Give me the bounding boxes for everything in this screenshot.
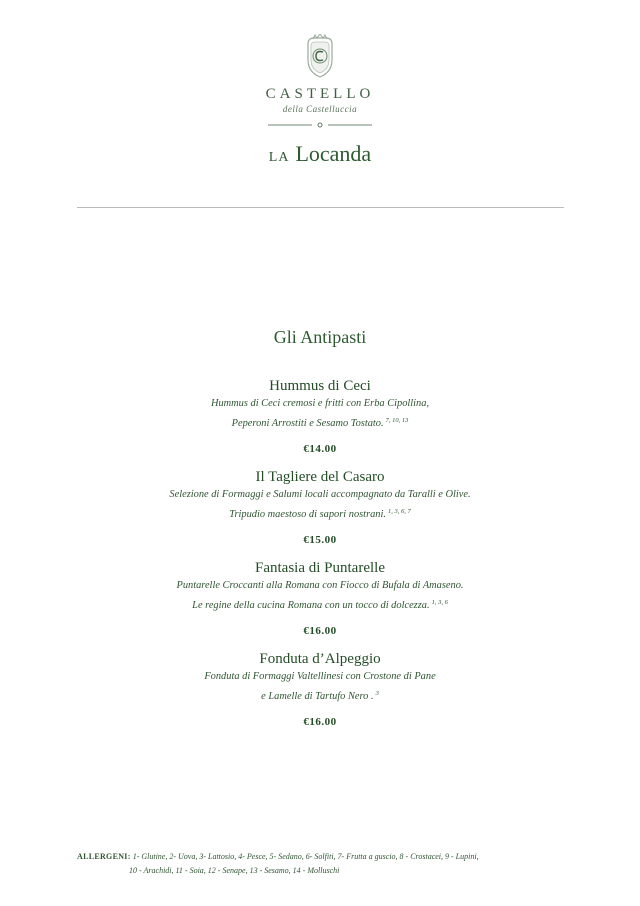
brand-subtitle: della Castelluccia bbox=[282, 104, 358, 114]
allergens-label: ALLERGENI: bbox=[77, 852, 131, 861]
dish-allergens: 1, 3, 6, 7 bbox=[388, 507, 411, 515]
dish-price: €14.00 bbox=[303, 443, 337, 455]
dish-allergens: 3 bbox=[375, 689, 379, 697]
dish-price: €15.00 bbox=[303, 534, 337, 546]
dish-description-line bbox=[0, 595, 640, 615]
header bbox=[0, 34, 640, 167]
allergens-line bbox=[77, 850, 577, 864]
dish-description bbox=[0, 578, 640, 614]
restaurant-name bbox=[0, 141, 640, 167]
dish-item bbox=[0, 649, 640, 728]
dish-description-line: Fonduta di Formaggi Valtellinesi con Crostone di Pane bbox=[204, 671, 436, 682]
dish-description-text: Le regine della cucina Romana con un tocco di dolcezza. bbox=[192, 599, 430, 611]
dish-allergens: 1, 3, 6 bbox=[431, 598, 448, 606]
dish-description-line: Puntarelle Croccanti alla Romana con Fiocco di Bufala di Amaseno. bbox=[176, 580, 464, 591]
allergens-list: 1- Glutine, 2- Uova, 3- Lattosio, 4- Pesce, 5- Sedano, 6- Solfiti, 7- Frutta a guscio, 8 - Crostacei, 9 - Lupini, bbox=[132, 852, 479, 861]
dish-item bbox=[0, 558, 640, 637]
dish-name: Il Tagliere del Casaro bbox=[255, 469, 385, 485]
header-divider bbox=[77, 207, 564, 208]
crest-logo-icon bbox=[302, 34, 338, 80]
dish-description-line bbox=[0, 686, 640, 706]
dish-item bbox=[0, 376, 640, 455]
allergens-footer bbox=[77, 850, 577, 878]
restaurant-name-prefix: LA bbox=[268, 150, 290, 165]
dish-description-line: Selezione di Formaggi e Salumi locali accompagnato da Taralli e Olive. bbox=[169, 489, 471, 500]
dish-name: Fonduta d’Alpeggio bbox=[259, 651, 381, 667]
brand-name: CASTELLO bbox=[265, 86, 375, 102]
restaurant-name-main: Locanda bbox=[295, 141, 372, 166]
dish-price: €16.00 bbox=[303, 625, 337, 637]
dish-description-line bbox=[0, 504, 640, 524]
dish-name: Hummus di Ceci bbox=[269, 378, 371, 394]
dish-description bbox=[0, 487, 640, 523]
dish-description bbox=[0, 396, 640, 432]
dish-description-text: Tripudio maestoso di sapori nostrani. bbox=[229, 508, 386, 520]
dish-description-text: e Lamelle di Tartufo Nero . bbox=[261, 690, 374, 702]
divider-ornament-icon bbox=[268, 121, 372, 129]
dish-description bbox=[0, 669, 640, 705]
allergens-list-continued: 10 - Arachidi, 11 - Soia, 12 - Senape, 13 - Sesamo, 14 - Molluschi bbox=[129, 866, 340, 875]
section-title: Gli Antipasti bbox=[273, 327, 367, 347]
dish-name: Fantasia di Puntarelle bbox=[255, 560, 385, 576]
dish-item bbox=[0, 467, 640, 546]
dish-allergens: 7, 10, 13 bbox=[385, 416, 409, 424]
dish-description-text: Peperoni Arrostiti e Sesamo Tostato. bbox=[231, 417, 384, 429]
dish-price: €16.00 bbox=[303, 716, 337, 728]
dish-description-line bbox=[0, 413, 640, 433]
dish-description-line: Hummus di Ceci cremosi e fritti con Erba Cipollina, bbox=[210, 398, 430, 409]
